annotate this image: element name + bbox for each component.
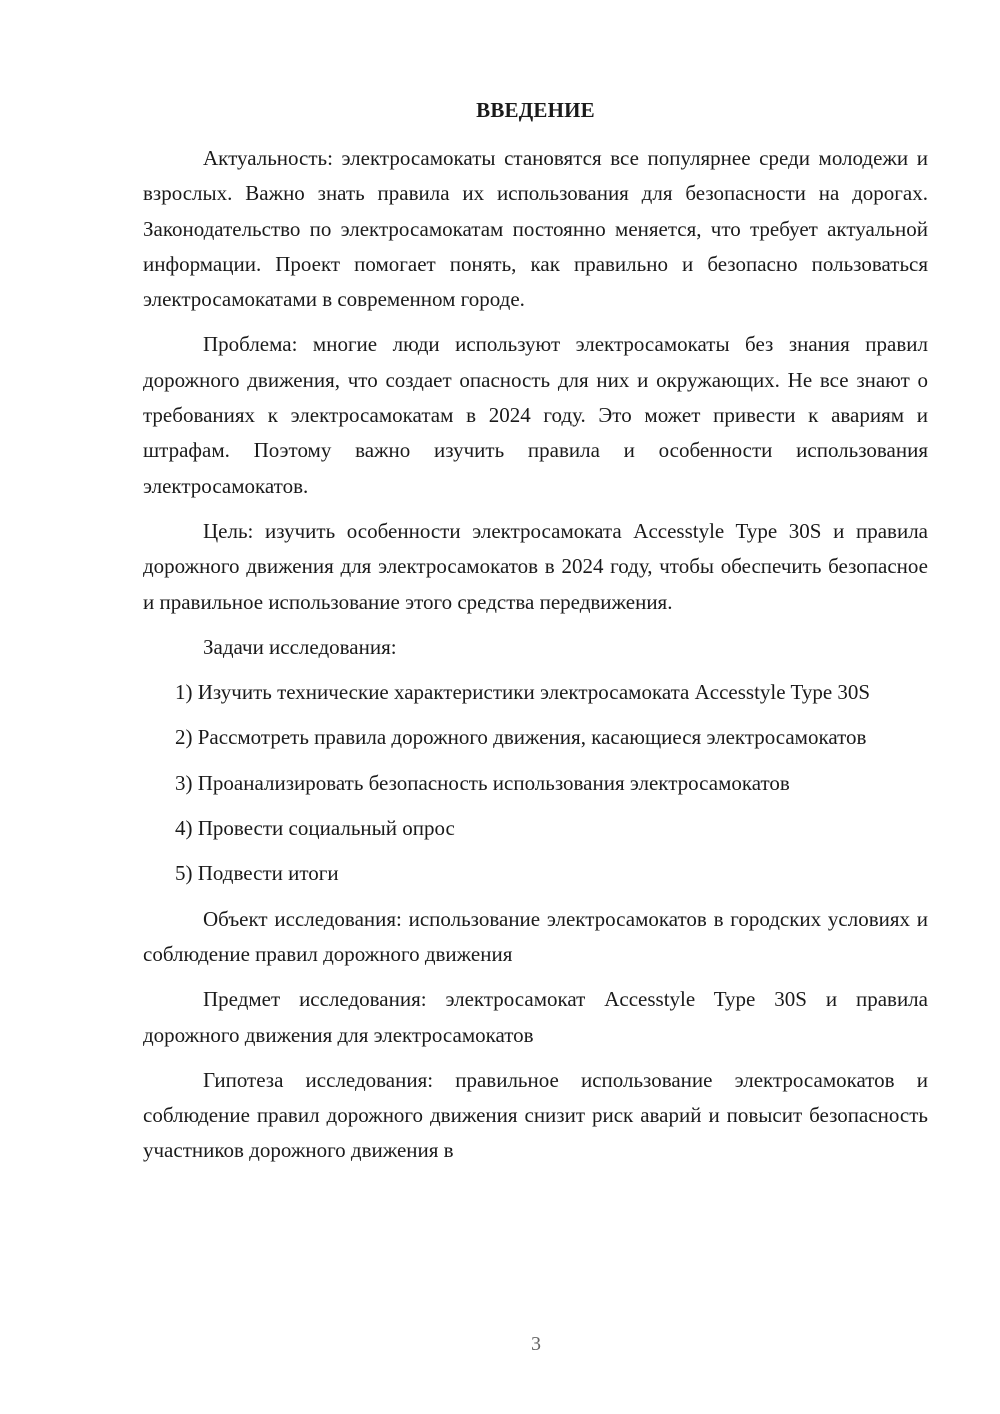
paragraph-relevance: Актуальность: электросамокаты становятся все популярнее среди молодежи и взрослых. Важно знать правила их использования для безопасности на дорогах. Законодательство по электросамокатам постоянно меняется, что требует актуальной информации. Проект помогает понять, как правильно и безопасно пользоваться электросамокатами в современном городе. <box>143 146 928 312</box>
paragraph-hypothesis: Гипотеза исследования: правильное использование электросамокатов и соблюдение правил дорожного движения снизит риск аварий и повысит безопасность участников дорожного движения в <box>143 1067 928 1163</box>
task-item-3: 3) Проанализировать безопасность использования электросамокатов <box>175 770 790 795</box>
paragraph-goal: Цель: изучить особенности электросамоката Accesstyle Type 30S и правила дорожного движения для электросамокатов в 2024 году, чтобы обеспечить безопасное и правильное использование этого средства передвижения. <box>143 518 928 614</box>
paragraph-problem: Проблема: многие люди используют электросамокаты без знания правил дорожного движения, что создает опасность для них и окружающих. Не все знают о требованиях к электросамокатам в 2024 году. Это может привести к авариям и штрафам. Поэтому важно изучить правила и особенности использования электросамокатов. <box>143 332 928 498</box>
paragraph-subject: Предмет исследования: электросамокат Accesstyle Type 30S и правила дорожного движения для электросамокатов <box>143 987 928 1047</box>
task-item-1: 1) Изучить технические характеристики электросамоката Accesstyle Type 30S <box>175 680 871 705</box>
document-page <box>143 95 928 1179</box>
task-item-5: 5) Подвести итоги <box>175 861 339 886</box>
tasks-heading: Задачи исследования: <box>203 634 397 659</box>
task-item-2: 2) Рассмотреть правила дорожного движения, касающиеся электросамокатов <box>175 725 867 750</box>
page-number: 3 <box>531 1333 541 1355</box>
paragraph-object: Объект исследования: использование электросамокатов в городских условиях и соблюдение правил дорожного движения <box>143 906 928 966</box>
section-title: ВВЕДЕНИЕ <box>476 98 595 122</box>
task-item-4: 4) Провести социальный опрос <box>175 816 455 841</box>
